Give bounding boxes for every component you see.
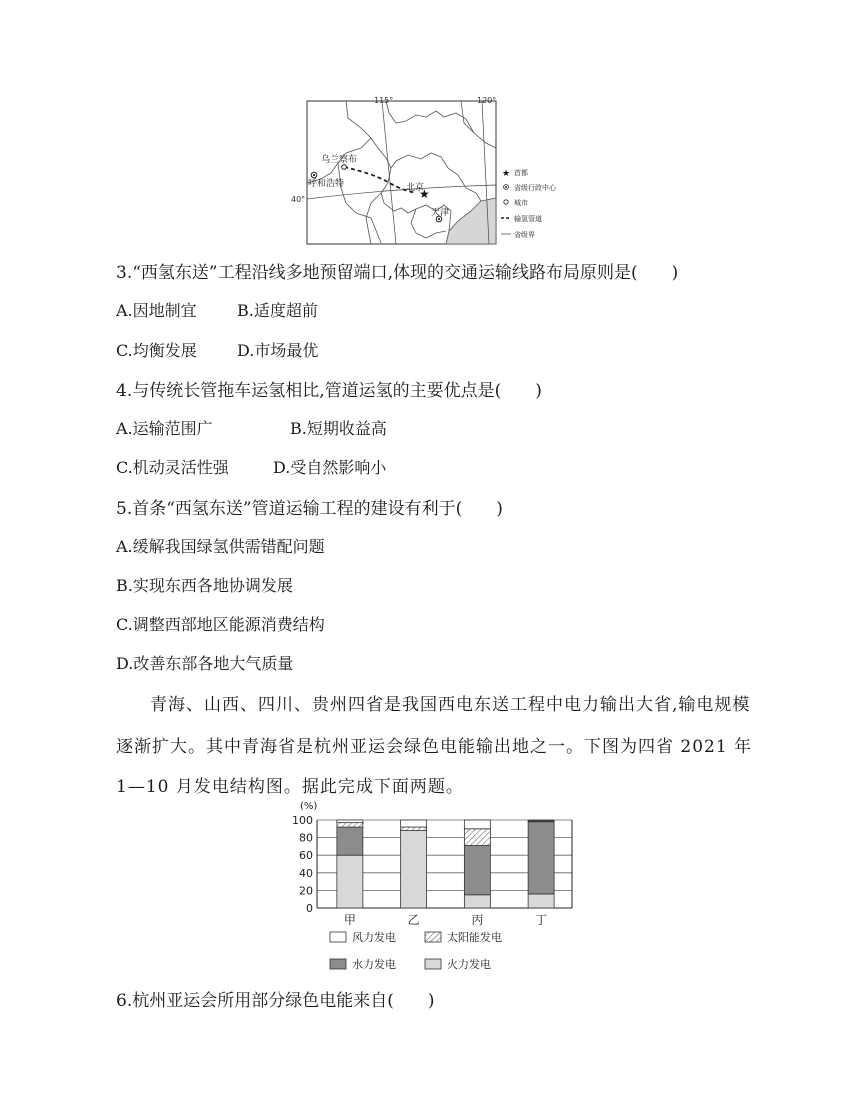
capital-star-icon: ★ bbox=[419, 187, 430, 201]
y-axis-unit: (%) bbox=[300, 801, 318, 812]
option-5d[interactable]: D.改善东部各地大气质量 bbox=[116, 654, 294, 673]
city-label-beijing: 北京 bbox=[406, 183, 425, 193]
passage-line-1: 青海、山西、四川、贵州四省是我国西电东送工程中电力输出大省,输电规模 bbox=[150, 695, 751, 715]
lon-label-115: 115° bbox=[374, 96, 394, 105]
option-4b[interactable]: B.短期收益高 bbox=[290, 419, 387, 438]
y-tick-label: 60 bbox=[299, 849, 313, 863]
legend-label: 风力发电 bbox=[352, 931, 396, 944]
option-3d[interactable]: D.市场最优 bbox=[237, 341, 319, 360]
svg-text:城市: 城市 bbox=[514, 199, 528, 207]
svg-text:省级界: 省级界 bbox=[514, 231, 535, 239]
svg-text:首都: 首都 bbox=[514, 169, 528, 177]
bar-segment bbox=[401, 827, 427, 831]
svg-text:输氢管道: 输氢管道 bbox=[514, 215, 542, 223]
legend-label: 火力发电 bbox=[447, 958, 491, 971]
legend-label: 水力发电 bbox=[352, 958, 396, 971]
question-6: 6.杭州亚运会所用部分绿色电能来自( ) bbox=[116, 991, 435, 1011]
bar-segment bbox=[337, 823, 363, 827]
option-3b[interactable]: B.适度超前 bbox=[237, 301, 318, 320]
map-legend bbox=[501, 168, 557, 239]
passage-line-2: 逐渐扩大。其中青海省是杭州亚运会绿色电能输出地之一。下图为四省 2021 年 bbox=[116, 737, 753, 757]
option-5c[interactable]: C.调整西部地区能源消费结构 bbox=[116, 615, 325, 634]
bar-segment bbox=[464, 820, 490, 829]
option-4a[interactable]: A.运输范围广 bbox=[116, 419, 213, 438]
x-tick-label: 乙 bbox=[407, 913, 420, 927]
question-4: 4.与传统长管拖车运氢相比,管道运氢的主要优点是( ) bbox=[116, 381, 542, 401]
bar-segment bbox=[337, 855, 363, 908]
option-3a[interactable]: A.因地制宜 bbox=[116, 301, 197, 320]
bar-segment bbox=[464, 895, 490, 908]
hydrogen-pipeline-map bbox=[286, 93, 586, 248]
bar-segment bbox=[464, 829, 490, 846]
legend-label: 太阳能发电 bbox=[447, 931, 502, 944]
svg-text:省级行政中心: 省级行政中心 bbox=[514, 184, 556, 192]
bar-segment bbox=[337, 820, 363, 823]
option-3c[interactable]: C.均衡发展 bbox=[116, 341, 197, 360]
bar-segment bbox=[401, 820, 427, 827]
y-tick-label: 40 bbox=[299, 866, 313, 880]
legend-capital-icon: ★ bbox=[502, 169, 511, 179]
chart-legend bbox=[330, 930, 502, 971]
city-label-huhehaote: 呼和浩特 bbox=[308, 179, 345, 189]
bar-segment bbox=[528, 822, 554, 894]
legend-swatch bbox=[425, 932, 441, 942]
option-4c[interactable]: C.机动灵活性强 bbox=[116, 458, 229, 477]
y-tick-label: 100 bbox=[292, 814, 313, 827]
legend-city-icon bbox=[504, 200, 508, 204]
x-tick-label: 丁 bbox=[535, 913, 548, 927]
y-tick-label: 20 bbox=[299, 884, 313, 898]
y-tick-label: 0 bbox=[306, 902, 313, 915]
bar-segment bbox=[464, 846, 490, 895]
y-tick-label: 80 bbox=[299, 831, 313, 845]
city-label-tianjin: 天津 bbox=[431, 208, 450, 218]
bar-segment bbox=[401, 831, 427, 908]
bar-segment bbox=[528, 820, 554, 821]
bar-segment bbox=[528, 894, 554, 908]
option-5a[interactable]: A.缓解我国绿氢供需错配问题 bbox=[116, 537, 325, 556]
x-tick-label: 丙 bbox=[471, 913, 484, 927]
legend-swatch bbox=[425, 959, 441, 969]
lat-label-40: 40° bbox=[291, 195, 306, 204]
x-tick-label: 甲 bbox=[343, 913, 356, 927]
option-5b[interactable]: B.实现东西各地协调发展 bbox=[116, 576, 293, 595]
legend-swatch bbox=[330, 932, 346, 942]
option-4d[interactable]: D.受自然影响小 bbox=[273, 458, 387, 477]
power-structure-chart bbox=[280, 798, 590, 983]
lon-label-120: 120° bbox=[477, 96, 497, 105]
question-5: 5.首条“西氢东送”管道运输工程的建设有利于( ) bbox=[116, 499, 503, 519]
legend-swatch bbox=[330, 959, 346, 969]
city-label-wulanchabu: 乌兰察布 bbox=[321, 155, 358, 165]
question-3: 3.“西氢东送”工程沿线多地预留端口,体现的交通运输线路布局原则是( ) bbox=[116, 263, 679, 283]
city-marker-wulanchabu bbox=[342, 165, 347, 170]
passage-line-3: 1—10 月发电结构图。据此完成下面两题。 bbox=[116, 777, 464, 797]
bar-segment bbox=[337, 827, 363, 855]
